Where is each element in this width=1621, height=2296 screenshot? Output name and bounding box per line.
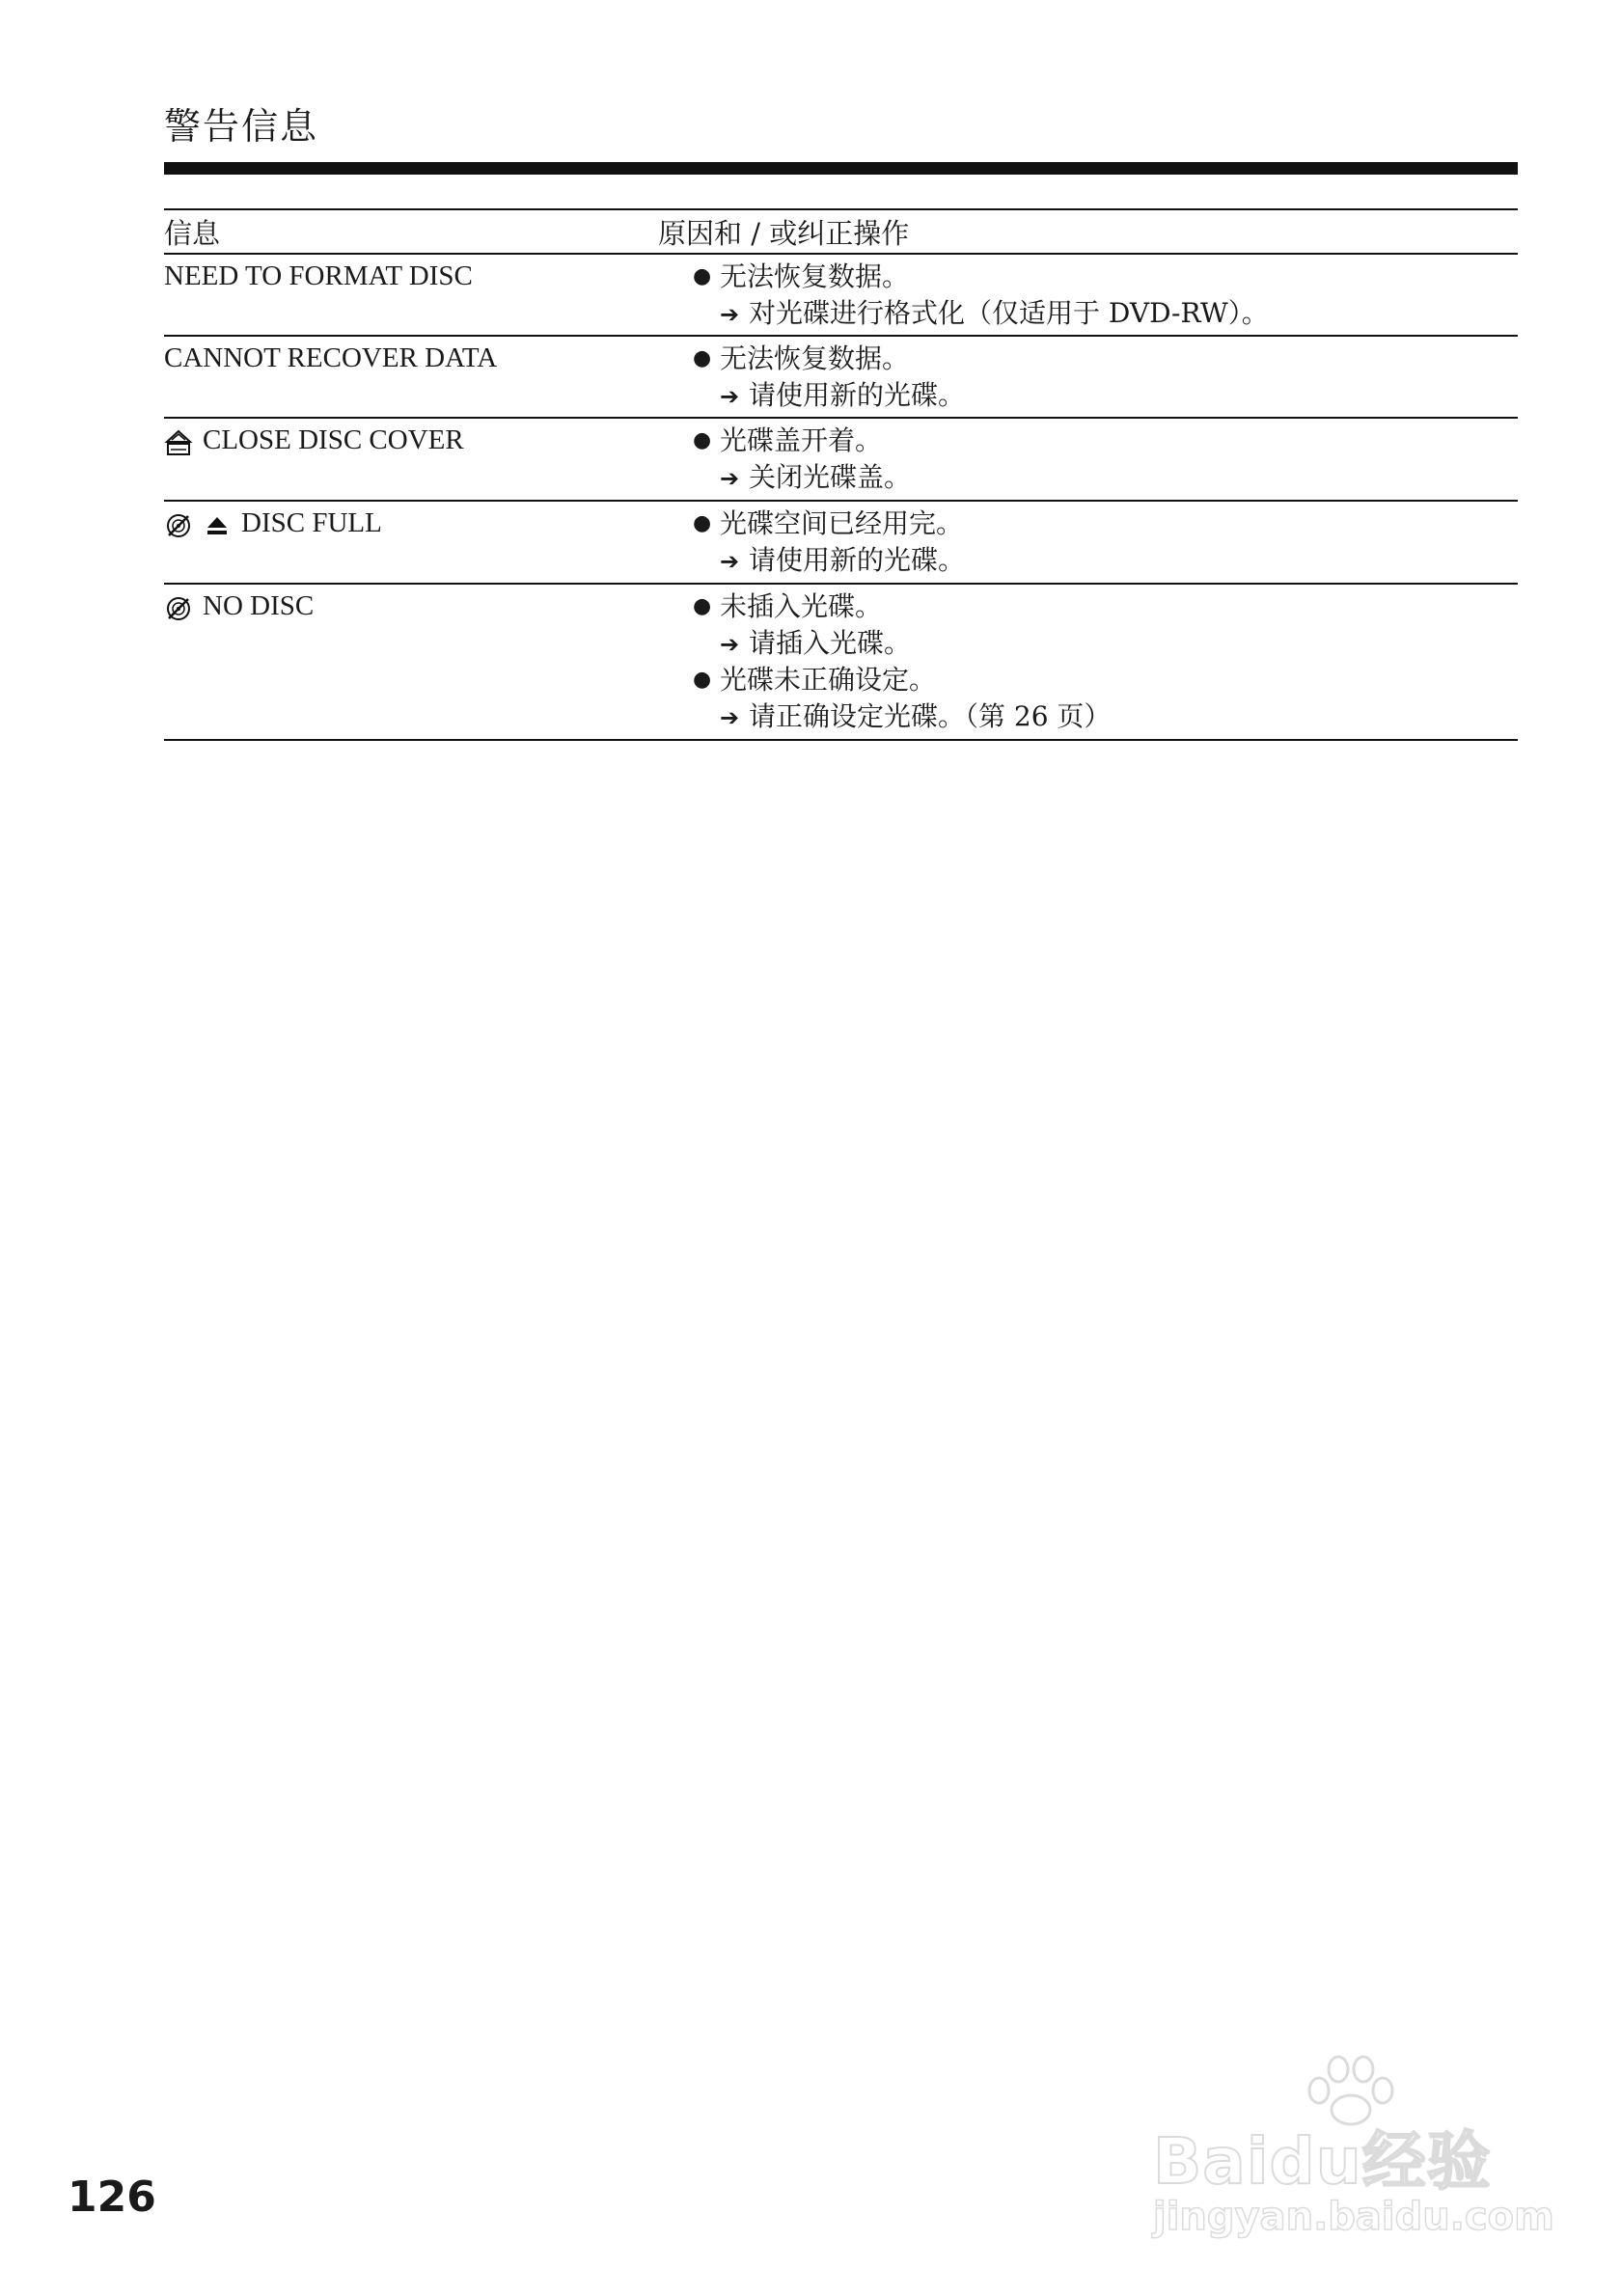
page-number: 126 xyxy=(68,2173,156,2222)
message-cell xyxy=(164,585,658,739)
message-text: CLOSE DISC COVER xyxy=(203,424,464,455)
bullet-icon: ● xyxy=(693,264,712,288)
cause-text: 光碟未正确设定。 xyxy=(720,664,937,696)
cause-line xyxy=(693,662,1518,698)
cause-line xyxy=(693,341,1518,377)
cause-cell xyxy=(658,502,1518,583)
action-text: 请使用新的光碟。 xyxy=(749,379,966,411)
arrow-right-icon: ➔ xyxy=(720,631,740,658)
table-row xyxy=(164,502,1518,585)
cause-text: 无法恢复数据。 xyxy=(720,260,910,292)
disc-icon xyxy=(164,511,193,540)
message-text: NO DISC xyxy=(203,590,315,621)
table-header xyxy=(164,208,1518,255)
action-line xyxy=(693,295,1518,332)
bullet-icon: ● xyxy=(693,511,712,535)
disc-icon xyxy=(164,594,193,623)
action-line xyxy=(693,542,1518,579)
message-cell xyxy=(164,419,658,500)
cause-line xyxy=(693,506,1518,542)
cause-cell xyxy=(658,585,1518,739)
page-title: 警告信息 xyxy=(164,105,319,148)
eject-icon xyxy=(203,511,232,540)
bullet-icon: ● xyxy=(693,668,712,692)
cause-text: 光碟盖开着。 xyxy=(720,424,883,456)
arrow-right-icon: ➔ xyxy=(720,383,740,410)
cause-cell xyxy=(658,255,1518,335)
action-text: 请插入光碟。 xyxy=(749,627,912,659)
message-cell xyxy=(164,337,658,417)
cause-line xyxy=(693,259,1518,295)
message-text: NEED TO FORMAT DISC xyxy=(164,260,473,291)
cause-line xyxy=(693,423,1518,459)
warning-table xyxy=(164,208,1518,741)
cause-cell xyxy=(658,337,1518,417)
table-row xyxy=(164,419,1518,502)
message-text: DISC FULL xyxy=(241,507,382,538)
cause-text: 未插入光碟。 xyxy=(720,590,883,622)
message-text: CANNOT RECOVER DATA xyxy=(164,342,498,373)
action-text: 请使用新的光碟。 xyxy=(749,544,966,576)
arrow-right-icon: ➔ xyxy=(720,465,740,492)
action-line xyxy=(693,698,1518,735)
table-row xyxy=(164,337,1518,419)
action-text: 关闭光碟盖。 xyxy=(749,461,912,493)
table-row xyxy=(164,255,1518,337)
watermark-url: jingyan.baidu.com xyxy=(1153,2195,1554,2239)
watermark xyxy=(1153,2050,1554,2253)
bullet-icon: ● xyxy=(693,346,712,370)
cause-cell xyxy=(658,419,1518,500)
watermark-logo-text: Baidu经验 xyxy=(1153,2124,1492,2199)
close-cover-icon xyxy=(164,428,193,457)
arrow-right-icon: ➔ xyxy=(720,548,740,575)
action-text: 对光碟进行格式化（仅适用于 DVD-RW）。 xyxy=(749,297,1269,329)
action-line xyxy=(693,459,1518,496)
cause-text: 无法恢复数据。 xyxy=(720,342,910,374)
arrow-right-icon: ➔ xyxy=(720,704,740,731)
bullet-icon: ● xyxy=(693,594,712,618)
cause-line xyxy=(693,588,1518,625)
table-row xyxy=(164,585,1518,741)
header-cause: 原因和 / 或纠正操作 xyxy=(658,216,910,250)
title-rule xyxy=(164,162,1518,175)
action-text: 请正确设定光碟。（第 26 页） xyxy=(749,700,1112,732)
message-cell xyxy=(164,255,658,335)
message-cell xyxy=(164,502,658,583)
arrow-right-icon: ➔ xyxy=(720,301,740,328)
bullet-icon: ● xyxy=(693,428,712,452)
cause-text: 光碟空间已经用完。 xyxy=(720,507,964,539)
header-message: 信息 xyxy=(164,216,221,250)
action-line xyxy=(693,625,1518,662)
action-line xyxy=(693,377,1518,414)
